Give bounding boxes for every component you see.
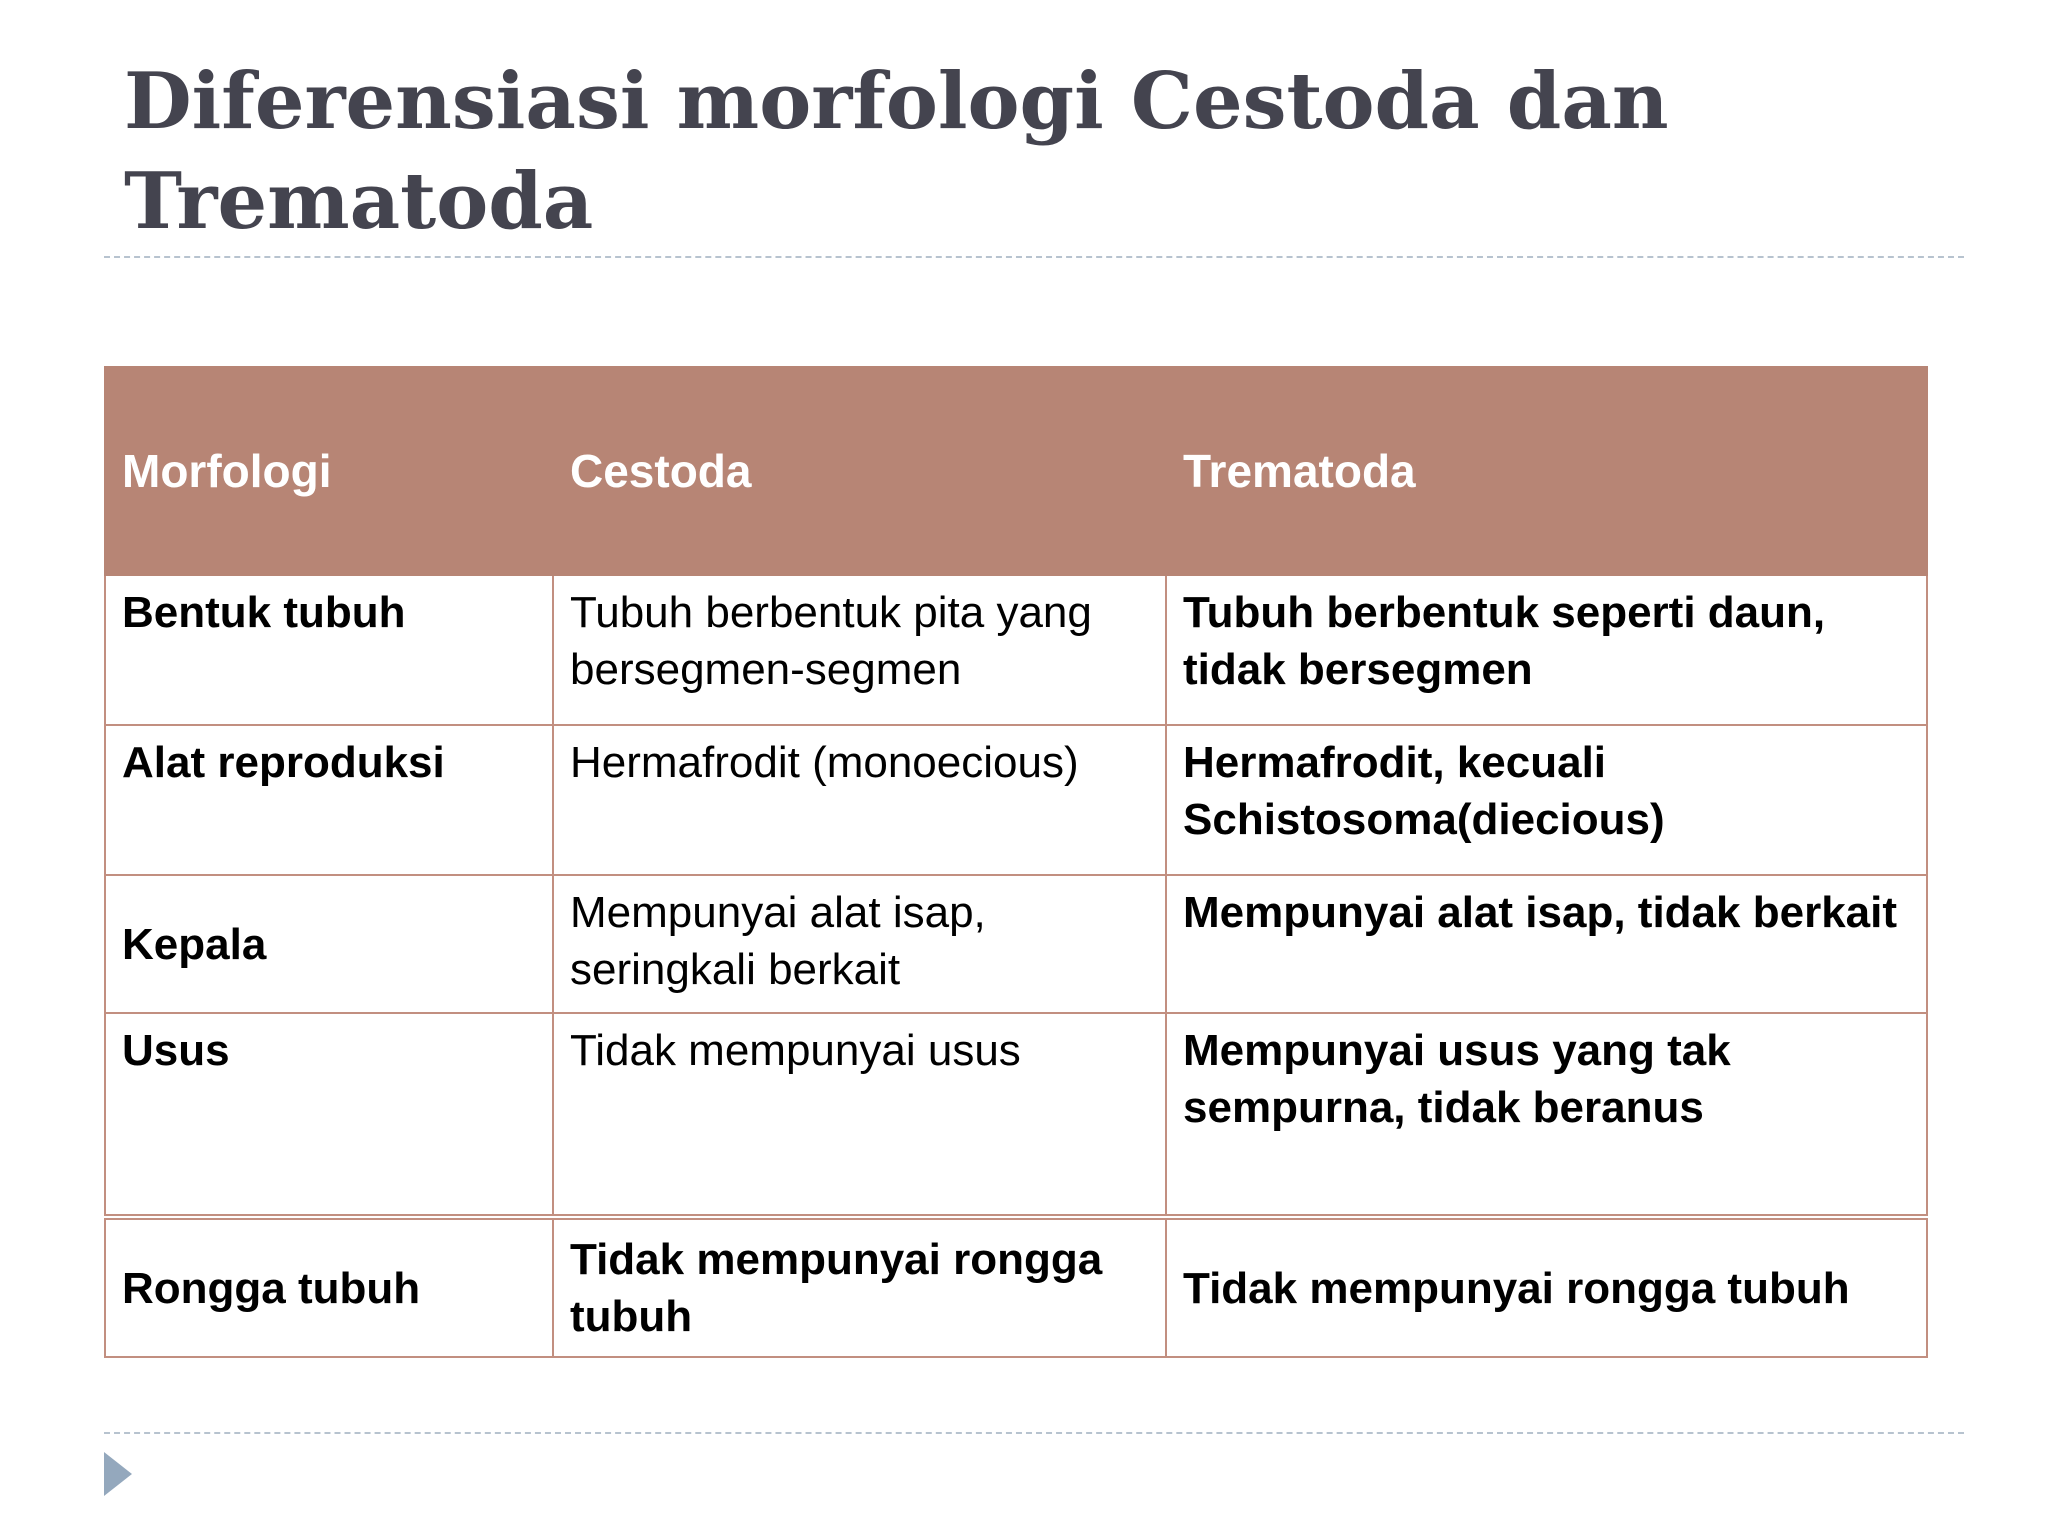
trematoda-cell: Mempunyai alat isap, tidak berkait <box>1166 875 1927 1013</box>
table-row <box>105 725 1927 875</box>
slide-title: Diferensiasi morfologi Cestoda dan Trematoda <box>124 56 1669 247</box>
trematoda-cell: Mempunyai usus yang tak sempurna, tidak beranus <box>1166 1013 1927 1217</box>
trematoda-cell: Tubuh berbentuk seperti daun, tidak bersegmen <box>1166 575 1927 725</box>
cestoda-cell: Tidak mempunyai usus <box>553 1013 1166 1217</box>
cestoda-cell: Hermafrodit (monoecious) <box>553 725 1166 875</box>
row-label: Rongga tubuh <box>105 1217 553 1357</box>
header-morfologi: Morfologi <box>105 367 553 575</box>
trematoda-cell: Hermafrodit, kecuali Schistosoma(diecious) <box>1166 725 1927 875</box>
table-row <box>105 875 1927 1013</box>
footer-divider <box>104 1432 1964 1434</box>
header-cestoda: Cestoda <box>553 367 1166 575</box>
table-row <box>105 1217 1927 1357</box>
cestoda-cell: Tidak mempunyai rongga tubuh <box>553 1217 1166 1357</box>
table-row <box>105 1013 1927 1217</box>
row-label: Alat reproduksi <box>105 725 553 875</box>
morphology-table <box>104 366 1928 1358</box>
triangle-bullet-icon <box>104 1452 132 1496</box>
header-trematoda: Trematoda <box>1166 367 1927 575</box>
row-label: Bentuk tubuh <box>105 575 553 725</box>
trematoda-cell: Tidak mempunyai rongga tubuh <box>1166 1217 1927 1357</box>
cestoda-cell: Mempunyai alat isap, seringkali berkait <box>553 875 1166 1013</box>
cestoda-cell: Tubuh berbentuk pita yang bersegmen-segmen <box>553 575 1166 725</box>
table-header-row <box>105 367 1927 575</box>
title-divider <box>104 256 1964 258</box>
row-label: Usus <box>105 1013 553 1217</box>
row-label: Kepala <box>105 875 553 1013</box>
table-row <box>105 575 1927 725</box>
